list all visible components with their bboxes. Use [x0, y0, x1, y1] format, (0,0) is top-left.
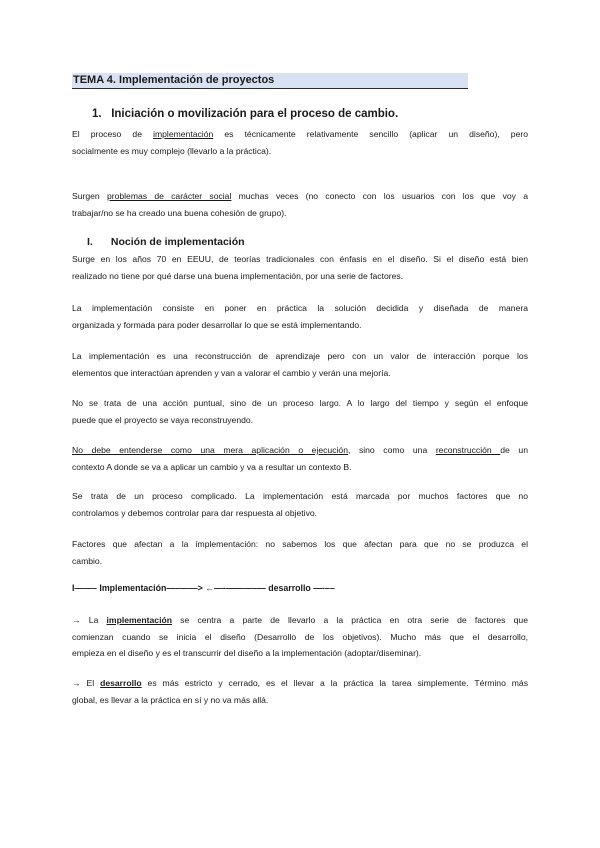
paragraph-line: Surge en los años 70 en EEUU, de teorías tradicionales con énfasis en el diseño. Si el diseño está bien [72, 254, 528, 264]
underlined-term: problemas de carácter social [106, 191, 232, 201]
section2-number: I. [87, 236, 93, 248]
section1-paragraph-2 [72, 188, 528, 221]
paragraph-line [72, 675, 528, 692]
section2-paragraph-9 [72, 675, 528, 708]
timeline-line: I——– Implementación—–——> ←—-———–— desarrollo —-–– [72, 583, 335, 593]
page-title: TEMA 4. Implementación de proyectos [73, 74, 275, 86]
underlined-term: No debe entenderse como una mera aplicación o ejecución [72, 445, 348, 455]
paragraph-line [72, 126, 528, 143]
paragraph-line: global, es llevar a la práctica en sí y no va más allá. [72, 694, 269, 705]
paragraph-line: contexto A donde se va a aplicar un cambio y va a resultar un contexto B. [72, 461, 352, 472]
section1-heading-text: Iniciación o movilización para el proceso de cambio. [111, 108, 399, 120]
paragraph-line: trabajar/no se ha creado una buena cohesión de grupo). [72, 207, 287, 218]
section2-paragraph-1 [72, 251, 528, 284]
paragraph-line [72, 188, 528, 205]
text-span: El proceso de [72, 129, 154, 139]
section2-heading-text: Noción de implementación [110, 236, 245, 248]
text-span: Surgen [72, 191, 107, 201]
paragraph-line: Factores que afectan a la implementación: no sabemos los que afectan para que no se produzca el [72, 539, 528, 549]
paragraph-line: cambio. [72, 555, 103, 566]
paragraph-line: realizado no tiene por qué darse una buena implementación, por una serie de factores. [72, 270, 404, 281]
section2-paragraph-2 [72, 300, 528, 333]
paragraph-line: La implementación es una reconstrucción de aprendizaje pero con un valor de interacción porque los [72, 351, 528, 361]
text-span: , sino como una [347, 445, 436, 455]
underlined-term: implementación [106, 615, 172, 625]
text-span: → El [72, 678, 101, 688]
paragraph-line: La implementación consiste en poner en práctica la solución decidida y diseñada de manera [72, 303, 528, 313]
paragraph-line: socialmente es muy complejo (llevarlo a la práctica). [72, 145, 272, 156]
paragraph-line: Se trata de un proceso complicado. La implementación está marcada por muchos factores que no [72, 491, 528, 501]
text-span: muchas veces (no conecto con los usuarios con los que voy a [231, 191, 528, 201]
text-span: → La [72, 615, 107, 625]
text-span: es más estricto y cerrado, es el llevar a la práctica la tarea simplemente. Término más [141, 678, 528, 688]
underlined-term: desarrollo [100, 678, 142, 688]
underlined-term: reconstrucción [435, 445, 501, 455]
text-span: se centra a parte de llevarlo a la práctica en otra serie de factores que [171, 615, 528, 625]
section2-paragraph-4 [72, 395, 528, 428]
paragraph-line: empieza en el diseño y es el transcurrir del diseño a la implementación (adoptar/diseminar). [72, 648, 422, 659]
section2-heading [87, 236, 245, 248]
section1-paragraph-1 [72, 126, 528, 159]
section1-heading [92, 108, 398, 120]
section2-paragraph-8 [72, 612, 528, 662]
paragraph-line: controlamos y debemos controlar para dar respuesta al objetivo. [72, 507, 318, 518]
title-bar [72, 73, 468, 89]
paragraph-line [72, 612, 528, 629]
paragraph-line: No se trata de una acción puntual, sino de un proceso largo. A lo largo del tiempo y según el enfoque [72, 398, 528, 408]
section2-paragraph-5 [72, 442, 528, 475]
text-span: es técnicamente relativamente sencillo (aplicar un diseño), pero [213, 129, 528, 139]
paragraph-line [72, 442, 528, 459]
section2-paragraph-7 [72, 536, 528, 569]
section1-number: 1. [92, 108, 102, 120]
paragraph-line: organizada y formada para poder desarrollar lo que se está implementando. [72, 319, 362, 330]
section2-paragraph-3 [72, 348, 528, 381]
section2-paragraph-6 [72, 488, 528, 521]
paragraph-line: puede que el proyecto se vaya reconstruyendo. [72, 414, 254, 425]
underlined-term: implementación [153, 129, 214, 139]
paragraph-line: comienzan cuando se inicia el diseño (Desarrollo de los objetivos). Mucho más que el desarrollo, [72, 631, 528, 642]
text-span: de un [500, 445, 528, 455]
paragraph-line: elementos que interactúan aprenden y van a valorar el cambio y verán una mejoría. [72, 367, 391, 378]
